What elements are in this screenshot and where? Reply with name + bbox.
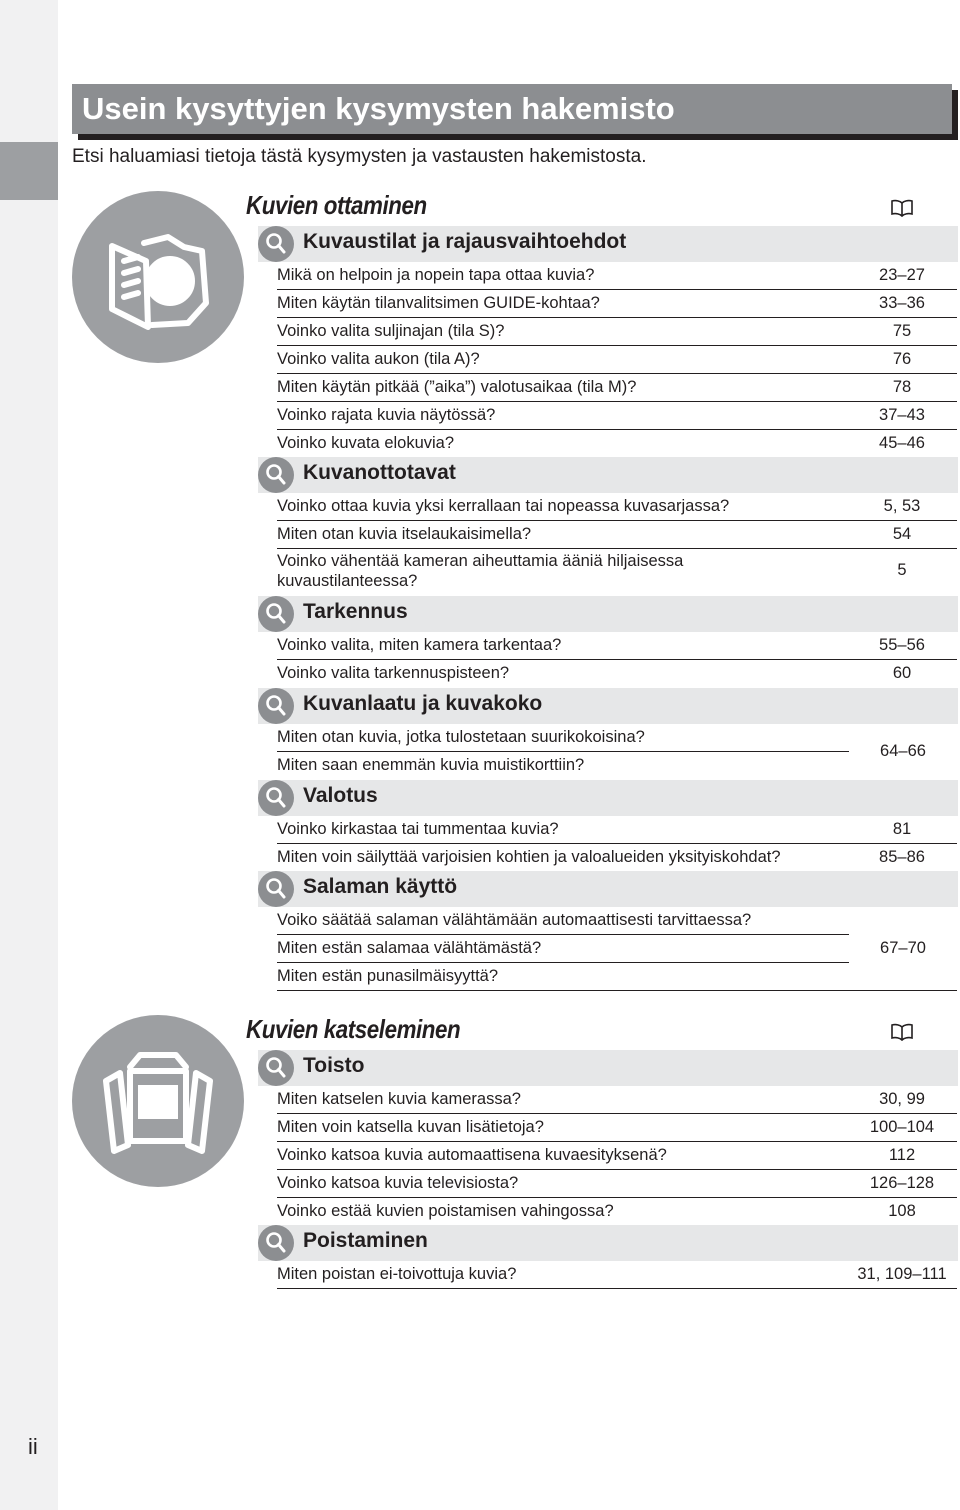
magnifier-icon <box>258 596 294 632</box>
category-header <box>258 871 958 907</box>
table-row <box>277 1086 957 1114</box>
page-ref: 126–128 <box>869 1174 935 1192</box>
magnifier-icon <box>258 1050 294 1086</box>
magnifier-icon <box>258 457 294 493</box>
table-row <box>277 844 957 871</box>
table-row <box>277 493 957 521</box>
table-row <box>277 632 957 660</box>
question: Voinko kirkastaa tai tummentaa kuvia? <box>277 820 559 838</box>
page-ref: 81 <box>892 820 912 838</box>
question: Miten käytän tilanvalitsimen GUIDE-kohtaa? <box>277 294 600 312</box>
page-title: Usein kysyttyjen kysymysten hakemisto <box>72 84 952 134</box>
section-title-shooting: Kuvien ottaminen <box>246 190 427 220</box>
divider <box>277 990 957 991</box>
category-label: Kuvanottotavat <box>303 461 456 484</box>
table-row <box>277 1198 957 1225</box>
magnifier-icon <box>258 688 294 724</box>
question: Miten otan kuvia itselaukaisimella? <box>277 525 532 543</box>
category-label: Kuvaustilat ja rajausvaihtoehdot <box>303 230 627 253</box>
table-row <box>277 1261 957 1289</box>
table-row <box>277 402 957 430</box>
page-ref: 100–104 <box>869 1118 935 1136</box>
magnifier-icon <box>258 1225 294 1261</box>
page-number: ii <box>28 1434 38 1459</box>
page-ref: 75 <box>892 322 912 340</box>
intro-text: Etsi haluamiasi tietoja tästä kysymysten ja vastausten hakemistosta. <box>72 146 647 167</box>
question: Miten voin katsella kuvan lisätietoja? <box>277 1118 544 1136</box>
page-ref: 5, 53 <box>883 497 921 515</box>
question: Voinko valita aukon (tila A)? <box>277 350 480 368</box>
page-ref: 45–46 <box>879 434 925 452</box>
grouped-question: Voiko säätää salaman välähtämään automaattisesti tarvittaessa? <box>277 907 849 935</box>
chapter-edge-tab <box>0 142 58 200</box>
category-header <box>258 688 958 724</box>
question: Voinko estää kuvien poistamisen vahingossa? <box>277 1202 614 1220</box>
page-ref: 64–66 <box>880 742 926 760</box>
category-label: Poistaminen <box>303 1229 428 1252</box>
page-ref: 60 <box>892 664 912 682</box>
table-row <box>277 1142 957 1170</box>
category-label: Salaman käyttö <box>303 875 458 898</box>
table-row <box>277 346 957 374</box>
table-row <box>277 1170 957 1198</box>
grouped-question: Miten estän salamaa välähtämästä? <box>277 935 849 963</box>
grouped-question: Miten saan enemmän kuvia muistikorttiin? <box>277 756 585 774</box>
question: Voinko rajata kuvia näytössä? <box>277 406 496 424</box>
book-icon <box>890 1023 914 1041</box>
page-ref: 76 <box>892 350 912 368</box>
category-header <box>258 596 958 632</box>
question: Voinko vähentää kameran aiheuttamia ääniä hiljaisessa kuvaustilanteessa? <box>277 552 684 590</box>
question: Miten käytän pitkää (”aika”) valotusaikaa (tila M)? <box>277 378 637 396</box>
category-header <box>258 1050 958 1086</box>
category-header <box>258 1225 958 1261</box>
page-ref: 85–86 <box>879 848 925 866</box>
table-row <box>277 1114 957 1142</box>
question: Voinko valita suljinajan (tila S)? <box>277 322 505 340</box>
table-row <box>277 521 957 549</box>
question: Voinko katsoa kuvia automaattisena kuvaesityksenä? <box>277 1146 667 1164</box>
question: Mikä on helpoin ja nopein tapa ottaa kuvia? <box>277 266 595 284</box>
question: Voinko ottaa kuvia yksi kerrallaan tai nopeassa kuvasarjassa? <box>277 497 730 515</box>
table-row <box>277 318 957 346</box>
page-ref: 67–70 <box>880 939 926 957</box>
question: Miten katselen kuvia kamerassa? <box>277 1090 521 1108</box>
question: Voinko valita tarkennuspisteen? <box>277 664 510 682</box>
book-icon <box>890 199 914 217</box>
question: Voinko valita, miten kamera tarkentaa? <box>277 636 562 654</box>
grouped-question: Miten otan kuvia, jotka tulostetaan suurikokoisina? <box>277 724 849 752</box>
category-header <box>258 780 958 816</box>
question: Voinko kuvata elokuvia? <box>277 434 455 452</box>
magnifier-icon <box>258 780 294 816</box>
camera-shooting-icon <box>72 191 244 363</box>
page-ref: 31, 109–111 <box>857 1265 947 1283</box>
page-ref: 108 <box>888 1202 916 1220</box>
question: Miten poistan ei-toivottuja kuvia? <box>277 1265 517 1283</box>
table-row <box>277 550 957 592</box>
page-ref: 37–43 <box>879 406 925 424</box>
page-ref: 5 <box>897 561 907 579</box>
table-row <box>277 430 957 457</box>
category-header <box>258 457 958 493</box>
section-title-playback: Kuvien katseleminen <box>246 1014 461 1044</box>
page-ref: 33–36 <box>879 294 925 312</box>
left-margin-strip <box>0 0 58 1510</box>
page-ref: 54 <box>892 525 912 543</box>
page-ref: 23–27 <box>879 266 925 284</box>
category-header <box>258 226 958 262</box>
table-row <box>277 290 957 318</box>
table-row <box>277 660 957 687</box>
category-label: Kuvanlaatu ja kuvakoko <box>303 692 543 715</box>
page-ref: 112 <box>888 1146 916 1164</box>
table-row <box>277 816 957 844</box>
category-label: Tarkennus <box>303 600 408 623</box>
camera-playback-icon <box>72 1015 244 1187</box>
question: Miten voin säilyttää varjoisien kohtien ja valoalueiden yksityiskohdat? <box>277 848 781 866</box>
table-row <box>277 262 957 290</box>
magnifier-icon <box>258 871 294 907</box>
page-ref: 55–56 <box>879 636 925 654</box>
magnifier-icon <box>258 226 294 262</box>
page-ref: 30, 99 <box>879 1090 925 1108</box>
grouped-question: Miten estän punasilmäisyyttä? <box>277 967 499 985</box>
table-row <box>277 374 957 402</box>
page-ref: 78 <box>892 378 912 396</box>
category-label: Toisto <box>303 1054 365 1077</box>
category-label: Valotus <box>303 784 378 807</box>
question: Voinko katsoa kuvia televisiosta? <box>277 1174 519 1192</box>
